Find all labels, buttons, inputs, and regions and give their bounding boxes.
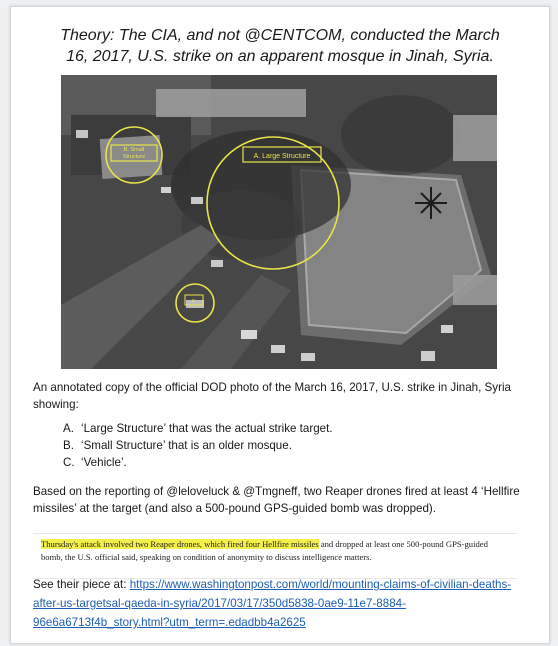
redacted-area bbox=[156, 89, 306, 117]
list-item: B. ‘Small Structure’ that is an older mosque. bbox=[63, 439, 292, 452]
document-page bbox=[10, 6, 550, 644]
svg-text:A. Large Structure: A. Large Structure bbox=[253, 153, 311, 160]
strike-photo bbox=[61, 75, 497, 369]
list-item: A. ‘Large Structure’ that was the actual strike target. bbox=[63, 422, 333, 435]
redacted-area bbox=[453, 275, 497, 305]
quote-text: and dropped at least one 500-pound GPS-guided bomb, the U.S. official said, speaking on condition of anonymity to discuss intelligence matters. bbox=[41, 539, 488, 562]
source-line bbox=[33, 575, 527, 632]
structure-list bbox=[63, 420, 523, 471]
photo-graphic bbox=[61, 75, 497, 369]
svg-text:C.: C. bbox=[191, 298, 197, 303]
reporting-paragraph: Based on the reporting of @leloveluck & @Tmgneff, two Reaper drones fired at least 4 ‘Hellfire missiles’ at the target (and also a 500-pound GPS-guided bomb was dropped). bbox=[33, 485, 520, 515]
article-quote bbox=[33, 533, 517, 579]
source-link[interactable]: https://www.washingtonpost.com/world/mounting-claims-of-civilian-deaths-after-us-targetsal-qaeda-in-syria/2017/03/17/350d5838-0ae9-11e7-8884-96e6a6713f4b_story.html?utm_term=.edadbb4a2625 bbox=[33, 578, 512, 629]
source-prefix: See their piece at: bbox=[33, 578, 130, 591]
svg-text:B. Small: B. Small bbox=[123, 147, 145, 153]
photo-caption: An annotated copy of the official DOD photo of the March 16, 2017, U.S. strike in Jinah, Syria showing: bbox=[33, 381, 511, 411]
svg-text:Structure: Structure bbox=[122, 154, 146, 160]
quote-highlight: Thursday's attack involved two Reaper drones, which fired four Hellfire missiles bbox=[41, 539, 319, 549]
list-item: C. ‘Vehicle’. bbox=[63, 456, 127, 469]
redacted-area bbox=[453, 115, 497, 161]
document-title: Theory: The CIA, and not @CENTCOM, conducted the March 16, 2017, U.S. strike on an apparent mosque in Jinah, Syria. bbox=[60, 27, 500, 65]
